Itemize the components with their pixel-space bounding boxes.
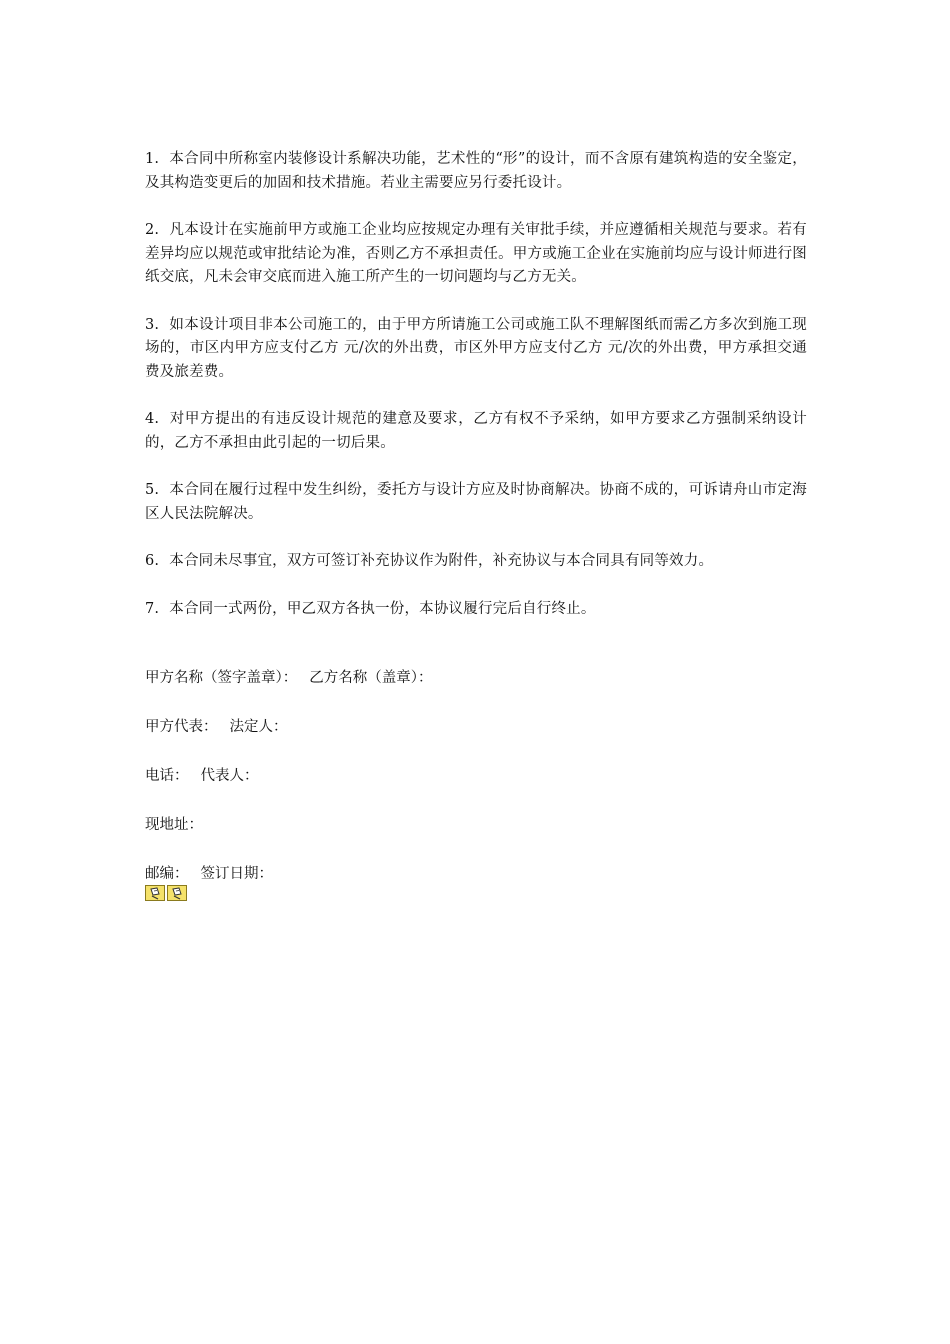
clause-text: 本合同在履行过程中发生纠纷，委托方与设计方应及时协商解决。协商不成的，可诉请舟山市定海区人民法院解决。 [145,482,807,522]
clause-number: 4. [145,411,160,427]
sign-date-label: 签订日期： [200,866,273,882]
party-b-name-label: 乙方名称（盖章）： [309,670,433,686]
clause-number: 7. [145,600,160,617]
clause-number: 5. [145,482,160,498]
clause-number: 3. [145,316,160,333]
clause-text: 对甲方提出的有违反设计规范的建意及要求，乙方有权不予采纳，如甲方要求乙方强制采纳设计的，乙方不承担由此引起的一切后果。 [145,411,807,451]
phone-line [145,765,807,787]
party-names-line [145,667,807,689]
attachment-icons [145,885,807,901]
postcode-label: 邮编： [145,866,189,882]
clause-number: 1. [145,151,160,167]
document-link-icon[interactable] [145,885,165,901]
clause-6 [145,550,807,574]
phone-label: 电话： [145,768,189,784]
signature-block [145,667,807,901]
address-line [145,814,807,836]
clause-number: 2. [145,222,160,238]
clause-text: 如本设计项目非本公司施工的，由于甲方所请施工公司或施工队不理解图纸而需乙方多次到施工现场的，市区内甲方应支付乙方 元/次的外出费，市区外甲方应支付乙方 元/次的外出费，甲方承担交通费及旅差费。 [145,316,807,380]
document-link-icon[interactable] [167,885,187,901]
clause-7 [145,598,807,622]
postcode-line [145,863,807,885]
clause-1 [145,148,807,195]
clause-5 [145,479,807,526]
clause-text: 本合同一式两份，甲乙双方各执一份，本协议履行完后自行终止。 [169,600,596,617]
clause-4 [145,408,807,455]
party-a-rep-label: 甲方代表： [145,719,218,735]
clause-3 [145,314,807,385]
clause-text: 凡本设计在实施前甲方或施工企业均应按规定办理有关审批手续，并应遵循相关规范与要求。若有差异均应以规范或审批结论为准，否则乙方不承担责任。甲方或施工企业在实施前均应与设计师进行图纸交底，凡未会审交底而进入施工所产生的一切问题均与乙方无关。 [145,222,807,285]
clause-text: 本合同中所称室内装修设计系解决功能，艺术性的“形”的设计，而不含原有建筑构造的安全鉴定，及其构造变更后的加固和技术措施。若业主需要应另行委托设计。 [145,151,807,191]
clause-2 [145,219,807,290]
clause-text: 本合同未尽事宜，双方可签订补充协议作为附件，补充协议与本合同具有同等效力。 [169,553,714,569]
party-a-name-label: 甲方名称（签字盖章）： [145,670,298,686]
representative-label: 代表人： [200,768,259,784]
legal-person-label: 法定人： [229,719,288,735]
address-label: 现地址： [145,817,203,833]
clause-number: 6. [145,553,160,569]
representatives-line [145,716,807,738]
contract-page [145,148,807,901]
